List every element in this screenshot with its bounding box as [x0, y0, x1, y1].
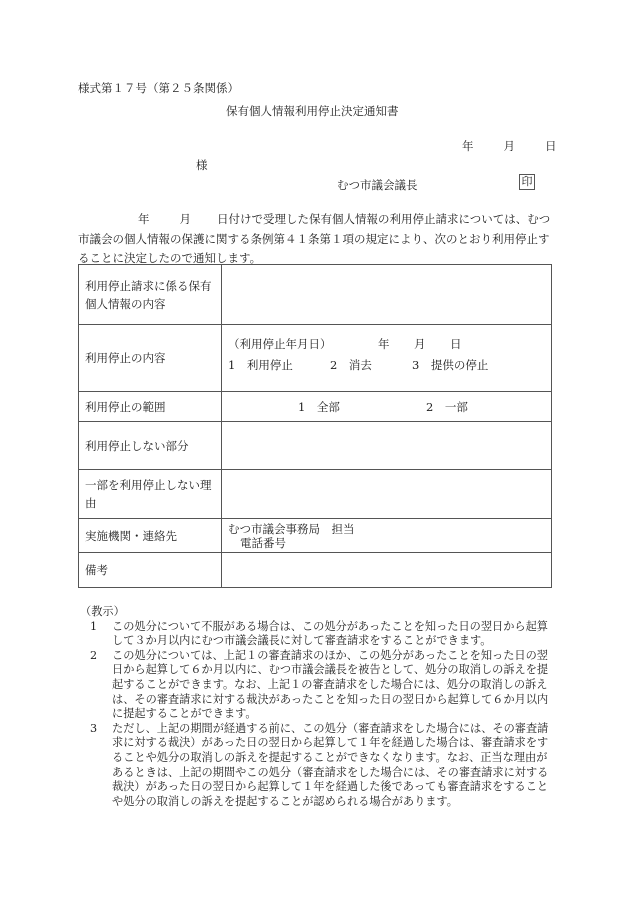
- date-day: 日: [545, 139, 557, 153]
- table-row: [79, 325, 552, 392]
- row-label: 利用停止の内容: [79, 325, 222, 392]
- decision-table: [78, 264, 552, 588]
- intro-paragraph: [78, 210, 551, 269]
- row-label: 備考: [79, 553, 222, 588]
- date-year: 年: [462, 139, 474, 153]
- instruction-text: この処分について不服がある場合は、この処分があったことを知った日の翌日から起算して３か月以内にむつ市議会議長に対して審査請求をすることができます。: [112, 619, 548, 648]
- table-row: [79, 470, 552, 519]
- table-row: [79, 422, 552, 470]
- stop-date-label: （利用停止年月日）: [228, 336, 332, 351]
- row-label: 一部を利用停止しない理由: [79, 470, 222, 519]
- instruction-text: この処分については、上記１の審査請求のほか、この処分があったことを知った日の翌日から起算して６か月以内に、むつ市議会議長を被告として、処分の取消しの訴えを提起することができます。なお、上記１の審査請求をした場合には、処分の取消しの訴えは、その審査請求に対する裁決があったことを知った日の翌日から起算して６か月以内に提起することができます。: [112, 648, 549, 721]
- row-label: 利用停止の範囲: [79, 392, 222, 422]
- stop-date-month: 月: [414, 336, 426, 351]
- row-label: 利用停止請求に係る保有個人情報の内容: [79, 265, 222, 325]
- row-value: [222, 422, 552, 470]
- instructions-heading: （教示）: [80, 605, 125, 618]
- instruction-item: [80, 722, 555, 810]
- document-title: 保有個人情報利用停止決定通知書: [226, 104, 399, 118]
- instruction-number: 3: [90, 721, 98, 735]
- option-stop: 1 利用停止: [228, 357, 293, 372]
- intro-text: 日付けで受理した保有個人情報の利用停止請求については、むつ市議会の個人情報の保護に関する条例第４１条第１項の規定により、次のとおり利用停止することに決定したので通知します。: [78, 212, 551, 265]
- option-stop-provision: 3 提供の停止: [412, 357, 489, 372]
- instruction-text: ただし、上記の期間が経過する前に、この処分（審査請求をした場合には、その審査請求に対する裁決）があった日の翌日から起算して１年を経過した場合は、審査請求をすることや処分の取消しの訴えを提起することができなくなります。なお、正当な理由があるときは、上記の期間やこの処分（審査請求をした場合には、その審査請求に対する裁決）があった日の翌日から起算して１年を経過した後であっても審査請求をすることや処分の取消しの訴えを提起することが認められる場合があります。: [112, 721, 549, 808]
- instruction-number: 1: [90, 619, 98, 633]
- row-label: 実施機関・連絡先: [79, 519, 222, 553]
- instruction-number: 2: [90, 648, 98, 662]
- table-row: [79, 519, 552, 553]
- option-erase: 2 消去: [330, 357, 372, 372]
- instruction-item: [80, 620, 555, 649]
- row-value: [222, 553, 552, 588]
- row-value: [222, 519, 552, 553]
- instructions: [80, 605, 555, 809]
- seal-icon: 印: [519, 174, 535, 190]
- table-row: [79, 553, 552, 588]
- row-label: 利用停止しない部分: [79, 422, 222, 470]
- row-value: [222, 265, 552, 325]
- issue-date: [462, 138, 557, 154]
- row-value: [222, 470, 552, 519]
- form-number: 様式第１７号（第２５条関係）: [78, 81, 239, 95]
- option-all: 1 全部: [298, 399, 340, 414]
- table-row: [79, 392, 552, 422]
- stop-date-year: 年: [378, 336, 390, 351]
- option-partial: 2 一部: [426, 399, 468, 414]
- intro-year: 年: [138, 212, 150, 226]
- contact-phone: 電話番号: [240, 535, 286, 550]
- intro-month: 月: [179, 212, 191, 226]
- row-value: [222, 392, 552, 422]
- addressee: 様: [196, 158, 208, 172]
- row-value: [222, 325, 552, 392]
- table-row: [79, 265, 552, 325]
- date-month: 月: [503, 139, 515, 153]
- contact-office: むつ市議会事務局 担当: [228, 521, 355, 536]
- stop-date-day: 日: [450, 336, 462, 351]
- instruction-item: [80, 649, 555, 722]
- sender: むつ市議会議長: [337, 178, 418, 192]
